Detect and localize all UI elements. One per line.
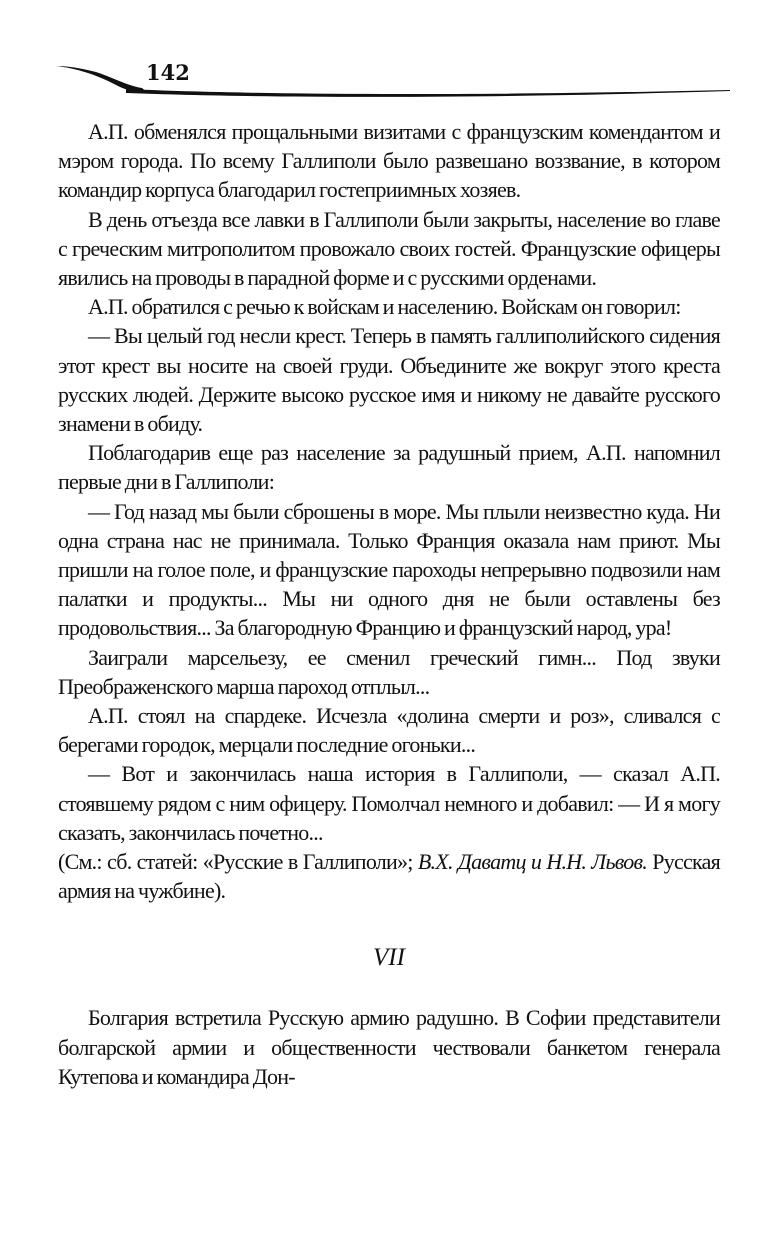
- paragraph: Заиграли марсельезу, ее сменил греческий гимн... Под звуки Преображенского марша пароход отплыл...: [58, 644, 720, 699]
- paragraph: — Год назад мы были сброшены в море. Мы плыли неизвестно куда. Ни одна страна нас не принимала. Только Франция оказала нам приют. Мы пришли на голое поле, и французские пароходы непрерывно подвозили нам палатки и продукты... Мы ни одного дня не были оставлены без продовольствия... За благородную Францию и французский народ, ура!: [58, 498, 720, 641]
- citation-prefix: (См.: сб. статей: «Русские в Галлиполи»;: [58, 849, 418, 875]
- paragraph: — Вот и закончилась наша история в Галлиполи, — сказал А.П. стоявшему рядом с ним офицеру. Помолчал немного и добавил: — И я могу сказать, закончилась почетно...: [58, 761, 720, 845]
- paragraph: А.П. обратился с речью к войскам и населению. Войскам он говорил:: [88, 294, 681, 320]
- section-heading: VII: [373, 944, 405, 972]
- paragraph: — Вы целый год несли крест. Теперь в память галлиполийского сидения этот крест вы носите на своей груди. Объедините же вокруг этого креста русских людей. Держите высоко русское имя и никому не давайте русского знамени в обиду.: [58, 323, 720, 437]
- paragraph: Болгария встретила Русскую армию радушно. В Софии представители болгарской армии и общественности чествовали банкетом генерала Кутепова и командира Дон-: [58, 1005, 720, 1089]
- text-column: [58, 117, 720, 1091]
- paragraph: В день отъезда все лавки в Галлиполи были закрыты, население во главе с греческим митрополитом провожало своих гостей. Французские офицеры явились на проводы в парадной форме и с русскими орденами.: [58, 206, 720, 291]
- paragraph: А.П. стоял на спардеке. Исчезла «долина смерти и роз», сливался с берегами городок, мерцали последние огоньки...: [58, 703, 720, 758]
- page-number: 142: [146, 60, 190, 85]
- citation-paragraph: [58, 847, 720, 905]
- paragraph: Поблагодарив еще раз население за радушный прием, А.П. напомнил первые дни в Галлиполи:: [58, 440, 720, 495]
- citation-authors: В.Х. Даватц и Н.Н. Львов.: [417, 849, 648, 875]
- paragraph: А.П. обменялся прощальными визитами с французским комендантом и мэром города. По всему Галлиполи было развешано воззвание, в котором командир корпуса благодарил гостеприимных хозяев.: [58, 119, 720, 203]
- citation-suffix: Русская армия на чужбине).: [58, 849, 720, 904]
- page-header: [56, 60, 730, 104]
